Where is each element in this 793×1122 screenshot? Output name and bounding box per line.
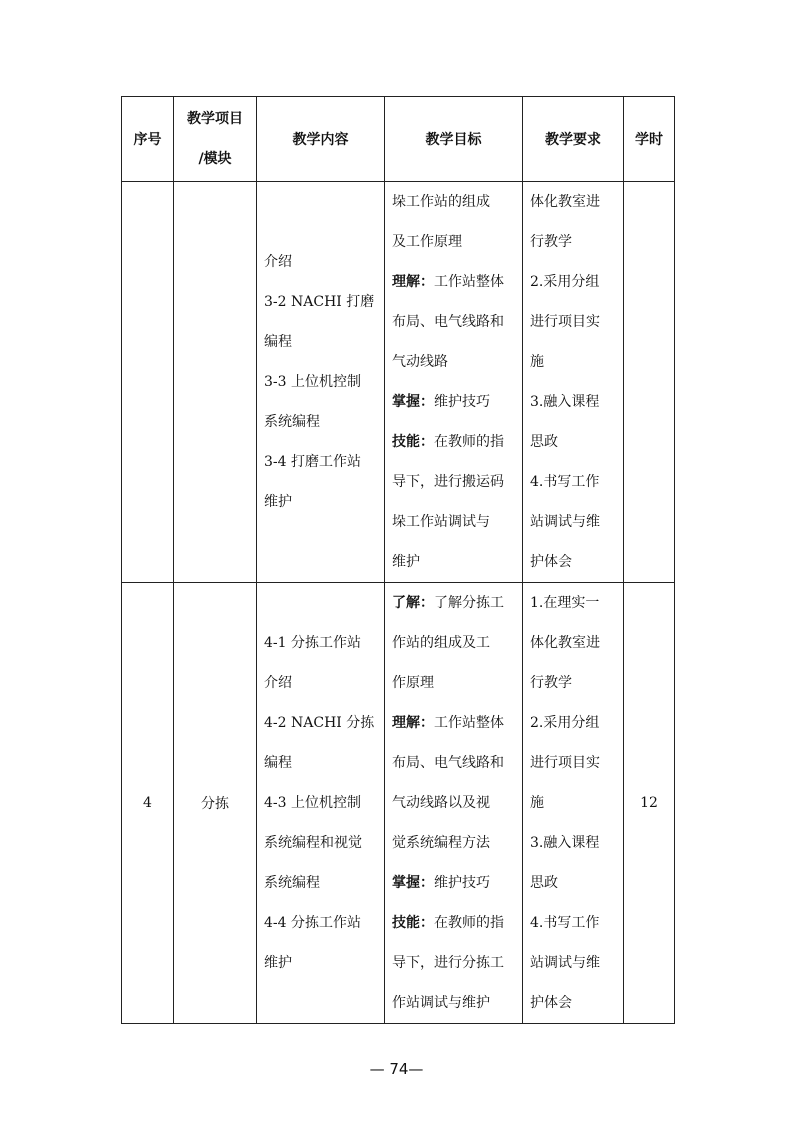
goal-line: 作站的组成及工 — [392, 635, 490, 651]
header-project-line2: /模块 — [198, 151, 232, 167]
requirement-line: 思政 — [530, 434, 558, 450]
goal-line: 技能：在教师的指 — [392, 434, 504, 450]
content-line: 编程 — [264, 334, 292, 350]
goal-line: 掌握：维护技巧 — [392, 875, 490, 891]
requirement-line: 行教学 — [530, 234, 572, 250]
header-content: 教学内容 — [257, 97, 385, 182]
goal-line: 理解：工作站整体 — [392, 715, 504, 731]
requirement-line: 护体会 — [530, 554, 572, 570]
goal-line: 技能：在教师的指 — [392, 915, 504, 931]
goal-line: 觉系统编程方法 — [392, 835, 490, 851]
header-requirement: 教学要求 — [523, 97, 624, 182]
requirement-line: 施 — [530, 354, 544, 370]
requirement-line: 进行项目实 — [530, 755, 600, 771]
goal-line: 作站调试与维护 — [392, 995, 490, 1011]
goal-line: 掌握：维护技巧 — [392, 394, 490, 410]
table-row-continued — [122, 182, 675, 583]
content-line: 维护 — [264, 955, 292, 971]
content-line: 维护 — [264, 494, 292, 510]
cont-content-cell — [257, 182, 385, 583]
row4-goal-cell — [385, 583, 523, 1024]
goal-line: 作原理 — [392, 675, 434, 691]
goal-line: 垛工作站的组成 — [392, 194, 490, 210]
goal-line: 导下，进行分拣工 — [392, 955, 504, 971]
requirement-line: 施 — [530, 795, 544, 811]
page-number: — 74— — [369, 1060, 424, 1078]
requirement-line: 4.书写工作 — [530, 474, 600, 490]
header-row — [122, 97, 675, 182]
requirement-line: 3.融入课程 — [530, 835, 600, 851]
row4-requirement-cell — [523, 583, 624, 1024]
content-line: 编程 — [264, 755, 292, 771]
goal-line: 理解：工作站整体 — [392, 274, 504, 290]
table-row-4 — [122, 583, 675, 1024]
content-line: 4-4 分拣工作站 — [264, 915, 361, 931]
requirement-line: 4.书写工作 — [530, 915, 600, 931]
goal-line: 垛工作站调试与 — [392, 514, 490, 530]
requirement-line: 2.采用分组 — [530, 274, 600, 290]
goal-line: 布局、电气线路和 — [392, 314, 504, 330]
content-line: 4-2 NACHI 分拣 — [264, 715, 375, 731]
row4-content-cell — [257, 583, 385, 1024]
requirement-line: 2.采用分组 — [530, 715, 600, 731]
requirement-line: 站调试与维 — [530, 514, 600, 530]
header-hours: 学时 — [624, 97, 675, 182]
goal-line: 气动线路以及视 — [392, 795, 490, 811]
cont-goal-cell — [385, 182, 523, 583]
requirement-line: 3.融入课程 — [530, 394, 600, 410]
content-line: 介绍 — [264, 675, 292, 691]
row4-seq: 4 — [122, 583, 174, 1024]
requirement-line: 站调试与维 — [530, 955, 600, 971]
content-line: 3-2 NACHI 打磨 — [264, 294, 375, 310]
row4-hours: 12 — [624, 583, 675, 1024]
requirement-line: 进行项目实 — [530, 314, 600, 330]
header-seq: 序号 — [122, 97, 174, 182]
content-line: 4-3 上位机控制 — [264, 795, 361, 811]
content-line: 介绍 — [264, 254, 292, 270]
goal-line: 维护 — [392, 554, 420, 570]
header-project-line1: 教学项目 — [187, 111, 243, 127]
goal-line: 导下，进行搬运码 — [392, 474, 504, 490]
goal-line: 了解：了解分拣工 — [392, 595, 504, 611]
content-line: 系统编程 — [264, 414, 320, 430]
requirement-line: 体化教室进 — [530, 194, 600, 210]
header-goal: 教学目标 — [385, 97, 523, 182]
content-line: 4-1 分拣工作站 — [264, 635, 361, 651]
curriculum-table — [121, 96, 675, 1024]
cont-requirement-cell — [523, 182, 624, 583]
content-line: 3-3 上位机控制 — [264, 374, 361, 390]
cont-hours-cell — [624, 182, 675, 583]
goal-line: 布局、电气线路和 — [392, 755, 504, 771]
goal-line: 气动线路 — [392, 354, 448, 370]
cont-seq-cell — [122, 182, 174, 583]
goal-line: 及工作原理 — [392, 234, 462, 250]
requirement-line: 护体会 — [530, 995, 572, 1011]
requirement-line: 思政 — [530, 875, 558, 891]
requirement-line: 1.在理实一 — [530, 595, 600, 611]
requirement-line: 行教学 — [530, 675, 572, 691]
content-line: 系统编程和视觉 — [264, 835, 362, 851]
content-line: 3-4 打磨工作站 — [264, 454, 361, 470]
requirement-line: 体化教室进 — [530, 635, 600, 651]
row4-project: 分拣 — [174, 583, 257, 1024]
header-project — [174, 97, 257, 182]
content-line: 系统编程 — [264, 875, 320, 891]
cont-project-cell — [174, 182, 257, 583]
